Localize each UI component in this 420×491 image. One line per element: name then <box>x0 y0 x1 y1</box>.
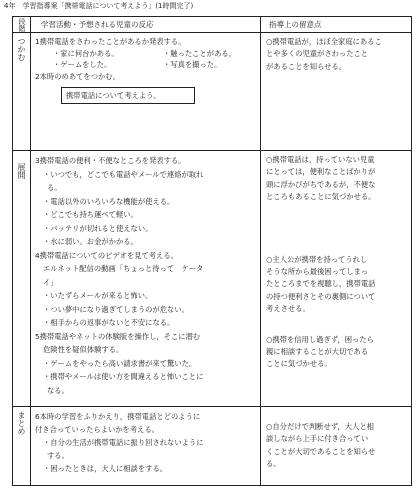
note-line: ○主人公が携帯を持ってうれし <box>266 254 368 264</box>
lesson-aim-box: 携帯電話について考えよう。 <box>61 87 195 104</box>
note-line: にとっては，便利なことばかりが <box>266 167 376 177</box>
activity-line: 付き合っていったらよいかを考える。 <box>35 425 160 434</box>
note-line: 考えさせる。 <box>266 304 310 314</box>
activity-cell-matome <box>31 407 261 485</box>
note-line: たところまでを視聴し，携帯電話 <box>266 279 376 289</box>
activity-line: 危険性を疑似体験する。 <box>43 345 124 354</box>
activity-line: イ」 <box>43 277 58 287</box>
stage-label-tenkai: 展開 <box>13 151 31 406</box>
note-line: ○自分だけで判断せず，大人と相 <box>266 422 374 431</box>
activity-line: なる。 <box>47 385 69 395</box>
activity-line: 4携帯電話についてのビデオを見て考える。 <box>35 250 178 260</box>
note-line: ○携帯を信用し過ぎず，困ったら <box>266 334 374 344</box>
activity-line: ・つい夢中になり過ぎてしまうのが危ない。 <box>43 304 189 314</box>
activity-line: ・どこでも持ち運べて軽い。 <box>43 210 138 219</box>
note-line: ○携帯電話は，持っていない児童 <box>266 155 375 164</box>
activity-line: 1携帯電話をさわったことがあるか発表する。 <box>35 37 186 46</box>
activity-line: 2本時のめあてをつかむ。 <box>35 71 120 81</box>
activity-line: ・困ったときは，大人に相談をする。 <box>43 464 168 473</box>
activity-line: 3携帯電話の便利・不便なところを発表する。 <box>35 156 186 165</box>
activity-line: する。 <box>47 451 69 460</box>
activity-line-pair <box>35 48 256 60</box>
activity-line: 6本時の学習をふりかえり，携帯電話とどのように <box>35 412 201 421</box>
stage-column-header: 段階 <box>13 17 31 33</box>
activity-line-pair <box>35 59 256 71</box>
reaction-text: ・写真を撮った。 <box>163 60 222 70</box>
note-line: ○携帯電話が，ほぼ全家庭にあるこ <box>266 37 382 46</box>
notes-column-header: 指導上の留意点 <box>269 20 322 29</box>
note-line: があることを知らせる。 <box>266 61 347 71</box>
note-line: くことが大切であることを知らせ <box>266 446 376 456</box>
notes-cell-tenkai <box>261 151 411 406</box>
activity-cell-tenkai <box>31 151 261 406</box>
lesson-plan-table <box>12 16 412 486</box>
stage-label-tsukamu: つかむ <box>13 33 31 150</box>
activity-line: ・相手からの返事がないと不安になる。 <box>43 318 175 327</box>
note-line: の持つ便利さとその裏側について <box>266 291 376 301</box>
activity-column-header: 学習活動・予想される児童の反応 <box>31 17 261 33</box>
notes-cell-tsukamu <box>261 33 411 150</box>
notes-cell-matome <box>261 407 411 485</box>
reaction-text: ・触ったことがある。 <box>163 48 236 58</box>
page-title: 4年 学習指導案「携帯電話について考えよう」(1時間完了) <box>4 2 194 10</box>
note-line: る。 <box>266 459 281 469</box>
note-line: ところもあることに気づかせる。 <box>266 192 376 202</box>
activity-line: ・水に弱い。お金がかかる。 <box>43 237 138 246</box>
note-line: 親に相談することが大切である <box>266 347 369 357</box>
activity-line: る。 <box>47 183 62 192</box>
activity-cell-tsukamu <box>31 33 261 150</box>
table-row-tenkai <box>13 151 411 407</box>
note-line: とや多くの児童がさわったこと <box>266 49 369 59</box>
activity-line: エルネット配信の動画「ちょっと待って ケータ <box>43 264 204 273</box>
stage-label-matome: まとめ <box>13 407 31 485</box>
activity-line: ・自分の生活が携帯電話に振り回されないように <box>43 438 204 447</box>
activity-line: ・ゲームをやったら高い請求書が来て驚いた。 <box>43 358 197 368</box>
note-line: 談しながら上手に付き合ってい <box>266 434 369 444</box>
note-line: 頭に浮かびがちであるが，不便な <box>266 179 376 189</box>
table-header-row <box>13 17 411 33</box>
reaction-text: ・家に何台かある。 <box>53 48 119 58</box>
activity-line: ・いたずらメールが来ると怖い。 <box>43 291 153 300</box>
reaction-text: ・ゲームをした。 <box>53 60 112 70</box>
table-row-matome <box>13 407 411 485</box>
activity-line: ・電話以外のいろいろな機能が使える。 <box>43 196 175 206</box>
note-line: そうな所から最後困ってしまっ <box>266 267 369 277</box>
activity-line: ・いつでも，どこでも電話やメールで連絡が取れ <box>43 169 204 179</box>
activity-line: 5携帯電話やネットの体験版を操作し，そこに潜む <box>35 331 201 341</box>
activity-line: ・携帯やメールは使い方を間違えると怖いことに <box>43 372 204 381</box>
activity-line: ・バッテリが切れると使えない。 <box>43 223 153 233</box>
table-row-tsukamu <box>13 33 411 151</box>
note-line: ことに気づかせる。 <box>266 359 332 369</box>
